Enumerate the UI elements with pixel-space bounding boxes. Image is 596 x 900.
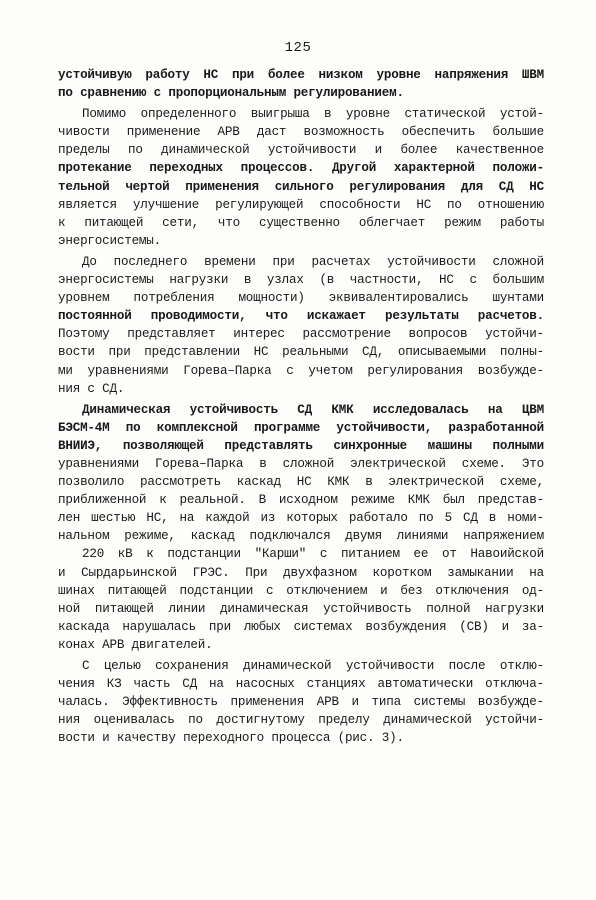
text-line: уровнем потребления мощности) эквивалентировались шунтами	[58, 291, 544, 306]
text-line: к питающей сети, что существенно облегчает режим работы	[58, 215, 544, 230]
text-line: уравнениями Горева–Парка в сложной электрической схеме. Это	[58, 456, 544, 471]
text-line: шинах питающей подстанции с отключением и без отключения од-	[58, 583, 544, 598]
text-line: С целью сохранения динамической устойчивости после отклю-	[82, 659, 544, 673]
text-line: Помимо определенного выигрыша в уровне статической устой-	[82, 107, 544, 122]
paragraph	[58, 657, 544, 747]
text-line: постоянной проводимости, что искажает результаты расчетов.	[58, 309, 544, 324]
text-line: каскада нарушалась при любых системах возбуждения (СВ) и за-	[58, 619, 544, 634]
paragraph	[58, 253, 544, 398]
text-line: по сравнению с пропорциональным регулированием.	[58, 86, 404, 101]
text-line: ВНИИЭ, позволяющей представлять синхронные машины полными	[58, 438, 544, 453]
text-line: и Сырдарьинской ГРЭС. При двухфазном коротком замыкании на	[58, 565, 544, 580]
document-body	[58, 66, 544, 750]
paragraph	[58, 66, 544, 102]
text-line: позволило рассмотреть каскад НС КМК в электрической схеме,	[58, 475, 544, 490]
text-line: ния оценивалась по достигнутому пределу динамической устойчи-	[58, 713, 544, 728]
text-line: энергосистемы.	[58, 233, 162, 248]
text-line: БЭСМ-4М по комплексной программе устойчивости, разработанной	[58, 420, 544, 435]
text-line: конах АРВ двигателей.	[58, 637, 213, 652]
text-line: нальном режиме, каскад подключался двумя линиями напряжением	[58, 529, 544, 544]
text-line: вости и качеству переходного процесса (рис. 3).	[58, 731, 404, 746]
text-line: приближенной к реальной. В исходном режиме КМК был представ-	[58, 493, 544, 508]
text-line: вости при представлении НС реальными СД, описываемыми полны-	[58, 345, 544, 360]
text-line: чалась. Эффективность применения АРВ и типа системы возбужде-	[58, 695, 544, 710]
text-line: пределы по динамической устойчивости и более качественное	[58, 143, 544, 158]
paragraph	[58, 105, 544, 250]
text-line: чения КЗ часть СД на насосных станциях автоматически отключа-	[58, 677, 544, 692]
page-number: 125	[284, 40, 312, 56]
text-line: энергосистемы нагрузки в узлах (в частности, НС с большим	[58, 273, 544, 288]
text-line: тельной чертой применения сильного регулирования для СД НС	[58, 179, 544, 194]
paragraph	[58, 401, 544, 654]
text-line: ния с СД.	[58, 381, 125, 396]
text-line: устойчивую работу НС при более низком уровне напряжения ШВМ	[58, 68, 544, 82]
text-line: 220 кВ к подстанции "Карши" с питанием ее от Навоийской	[82, 547, 544, 562]
text-line: До последнего времени при расчетах устойчивости сложной	[82, 254, 544, 269]
text-line: является улучшение регулирующей способности НС по отношению	[58, 197, 544, 212]
text-line: ми уравнениями Горева–Парка с учетом регулирования возбужде-	[58, 363, 544, 378]
text-line: Поэтому представляет интерес рассмотрение вопросов устойчи-	[58, 327, 544, 342]
text-line: протекание переходных процессов. Другой характерной положи-	[58, 161, 544, 176]
text-line: ной питающей линии динамическая устойчивость полной нагрузки	[58, 601, 544, 616]
text-line: чивости применение АРВ даст возможность обеспечить большие	[58, 125, 544, 140]
text-line: Динамическая устойчивость СД КМК исследовалась на ЦВМ	[82, 402, 544, 417]
text-line: лен шестью НС, на каждой из которых работало по 5 СД в номи-	[58, 511, 544, 526]
